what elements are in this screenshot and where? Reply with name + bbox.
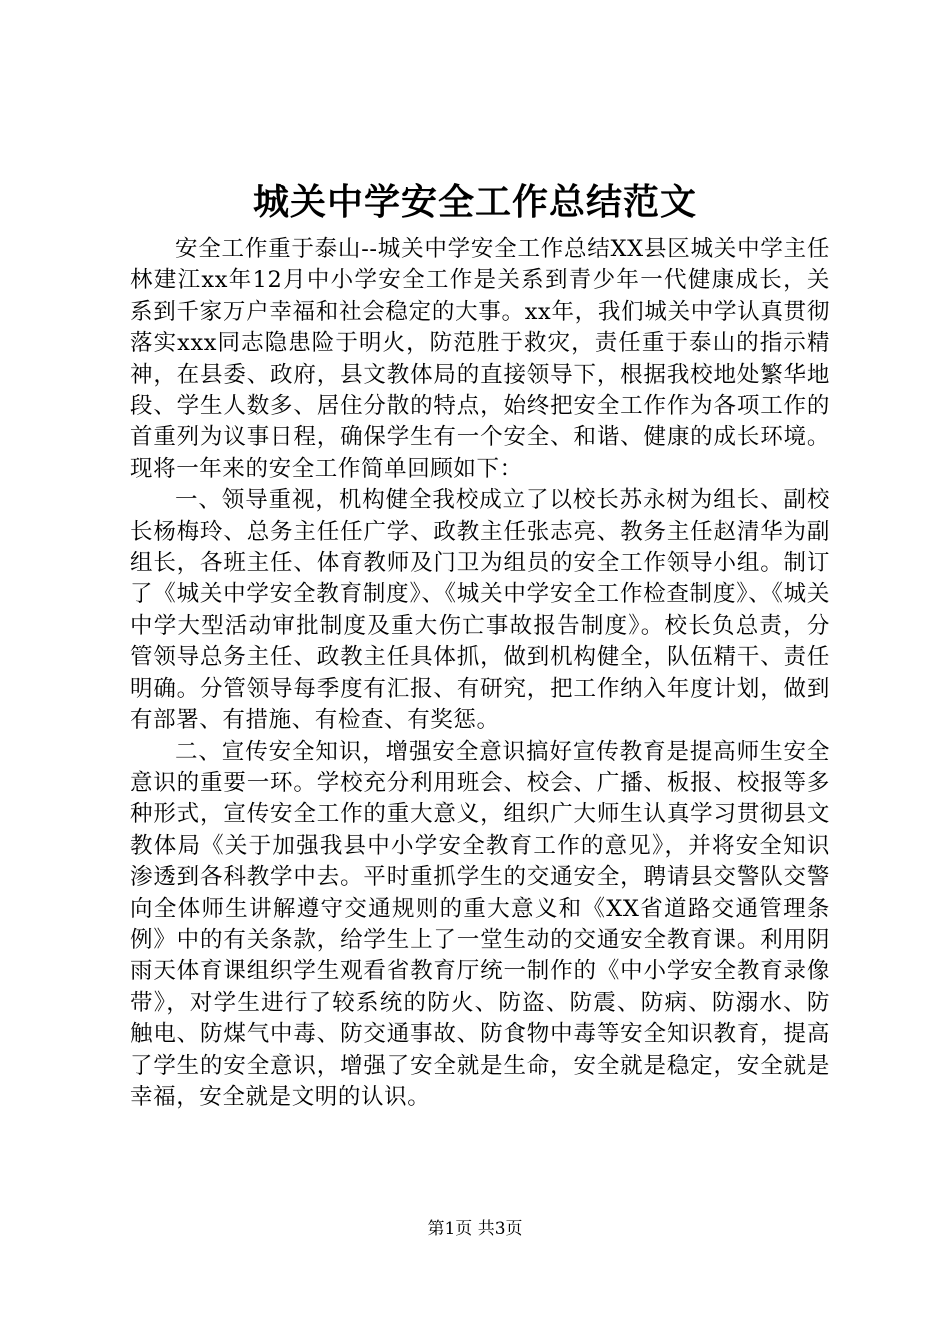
document-title: 城关中学安全工作总结范文 [252,181,697,223]
paragraph-leadership: 一、领导重视，机构健全我校成立了以校长苏永树为组长、副校长杨梅玲、总务主任任广学、政教主任张志亮、教务主任赵清华为副组长，各班主任、体育教师及门卫为组员的安全工作领导小组。制订了《城关中学安全教育制度》、《城关中学安全工作检查制度》、《城关中学大型活动审批制度及重大伤亡事故报告制度》。校长负总责，分管领导总务主任、政教主任具体抓，做到机构健全，队伍精干、责任明确。分管领导每季度有汇报、有研究，把工作纳入年度计划，做到有部署、有措施、有检查、有奖惩。 [130,487,830,734]
page-number: 第1页 共3页 [427,1219,523,1239]
paragraph-intro: 安全工作重于泰山--城关中学安全工作总结XX县区城关中学主任林建江xx年12月中小学安全工作是关系到青少年一代健康成长，关系到千家万户幸福和社会稳定的大事。xx年，我们城关中学认真贯彻落实xxx同志隐患险于明火，防范胜于救灾，责任重于泰山的指示精神，在县委、政府，县文教体局的直接领导下，根据我校地处繁华地段、学生人数多、居住分散的特点，始终把安全工作作为各项工作的首重列为议事日程，确保学生有一个安全、和谐、健康的成长环境。现将一年来的安全工作简单回顾如下： [130,236,830,482]
document-body [130,234,830,1113]
paragraph-publicity: 二、宣传安全知识，增强安全意识搞好宣传教育是提高师生安全意识的重要一环。学校充分利用班会、校会、广播、板报、校报等多种形式，宣传安全工作的重大意义，组织广大师生认真学习贯彻县文教体局《关于加强我县中小学安全教育工作的意见》，并将安全知识渗透到各科教学中去。平时重抓学生的交通安全，聘请县交警队交警向全体师生讲解遵守交通规则的重大意义和《XX省道路交通管理条例》中的有关条款，给学生上了一堂生动的交通安全教育课。利用阴雨天体育课组织学生观看省教育厅统一制作的《中小学安全教育录像带》，对学生进行了较系统的防火、防盗、防震、防病、防溺水、防触电、防煤气中毒、防交通事故、防食物中毒等安全知识教育，提高了学生的安全意识，增强了安全就是生命，安全就是稳定，安全就是幸福，安全就是文明的认识。 [130,738,830,1110]
